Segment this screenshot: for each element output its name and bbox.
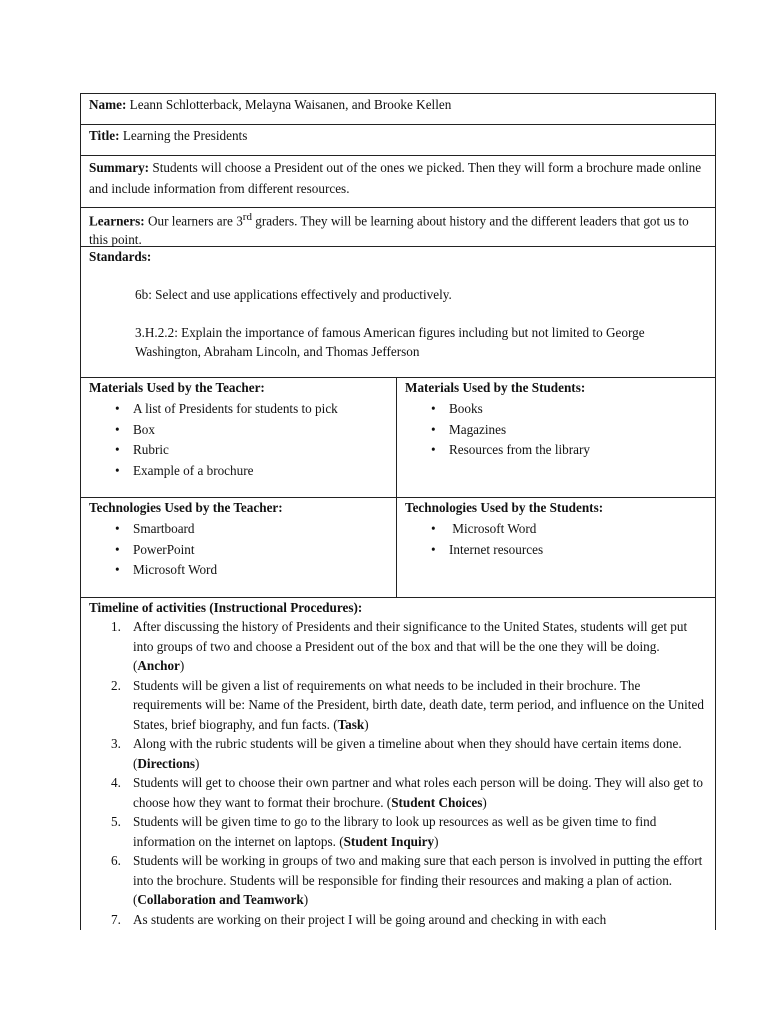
lesson-plan-table <box>80 93 716 930</box>
step-tag: Collaboration and Teamwork <box>137 892 304 907</box>
timeline-steps <box>89 617 707 929</box>
learners-superscript: rd <box>242 211 252 223</box>
teacher-tech-heading: Technologies Used by the Teacher: <box>89 500 283 515</box>
list-item: • PowerPoint <box>89 540 388 561</box>
step-text: Students will be given time to go to the library to look up resources as well as be given time to find information on the internet on laptops. ( <box>133 814 657 849</box>
list-item: • Microsoft Word <box>405 519 707 540</box>
student-tech-cell <box>397 498 715 597</box>
step-number: 4. <box>111 775 121 790</box>
step-tag: Student Inquiry <box>343 833 435 849</box>
standard-item: 3.H.2.2: Explain the importance of famous American figures including but not limited to George Washington, Abraham Lincoln, and Thomas Jefferson <box>135 325 645 359</box>
step-close: ) <box>364 716 369 732</box>
title-value: Learning the Presidents <box>122 128 248 143</box>
timeline-step <box>89 734 707 773</box>
teacher-tech-cell <box>81 498 397 597</box>
step-number: 7. <box>111 911 121 927</box>
summary-value: Students will choose a President out of the ones we picked. Then they will form a brochure made online and include information from different resources. <box>89 160 702 196</box>
timeline-step <box>89 617 707 676</box>
standard-item: 6b: Select and use applications effectively and productively. <box>135 287 452 302</box>
timeline-step <box>89 851 707 910</box>
student-tech-heading: Technologies Used by the Students: <box>405 500 604 515</box>
student-materials-cell <box>397 378 715 497</box>
step-tag: Task <box>337 716 365 732</box>
list-item: • A list of Presidents for students to pick <box>89 399 388 420</box>
list-item: • Books <box>405 399 707 420</box>
step-close: ) <box>179 658 185 673</box>
timeline-step <box>89 910 707 930</box>
step-number: 2. <box>111 677 121 693</box>
step-text: Students will be working in groups of two and making sure that each person is involved in putting the effort into the brochure. Students will be responsible for finding their resources and making a plan of action. ( <box>133 853 703 907</box>
timeline-step <box>89 676 707 735</box>
teacher-tech-list <box>89 519 388 581</box>
title-row <box>81 125 715 156</box>
step-text: After discussing the history of Presidents and their significance to the United States, students will get put into groups of two and choose a President out of the box and that will be the one they will be doing. ( <box>133 619 688 673</box>
list-item: • Rubric <box>89 440 388 461</box>
step-number: 6. <box>111 853 121 868</box>
summary-label: Summary: <box>89 160 150 175</box>
student-materials-list <box>405 399 707 461</box>
learners-text-end: graders. They will be learning about history and the different leaders that got us to this point. <box>89 213 689 248</box>
list-item: • Internet resources <box>405 540 707 561</box>
name-value: Leann Schlotterback, Melayna Waisanen, and Brooke Kellen <box>129 97 452 112</box>
title-label: Title: <box>89 128 120 143</box>
list-item: • Example of a brochure <box>89 461 388 482</box>
step-text: Students will be given a list of requirements on what needs to be included in their brochure. The requirements will be: Name of the President, birth date, death date, term period, and influence on the United States, brief biography, and fun facts. ( <box>133 677 704 732</box>
teacher-materials-cell <box>81 378 397 497</box>
standards-label: Standards: <box>89 249 152 264</box>
learners-row <box>81 208 715 247</box>
step-text: Along with the rubric students will be given a timeline about when they should have certain items done. ( <box>133 736 682 771</box>
step-close: ) <box>303 892 309 907</box>
step-text: Students will get to choose their own partner and what roles each person will be doing. They will also get to choose how they want to format their brochure. ( <box>133 775 703 810</box>
name-label: Name: <box>89 97 127 112</box>
student-materials-heading: Materials Used by the Students: <box>405 380 586 395</box>
step-text: As students are working on their project I will be going around and checking in with each <box>133 911 607 927</box>
timeline-step <box>89 812 707 851</box>
step-close: ) <box>434 833 439 849</box>
step-tag: Directions <box>137 755 196 771</box>
learners-text-start: Our learners are 3 <box>147 213 243 229</box>
list-item: • Box <box>89 420 388 441</box>
learners-label: Learners: <box>89 213 145 229</box>
list-item: • Resources from the library <box>405 440 707 461</box>
timeline-row <box>81 598 715 929</box>
summary-row <box>81 156 715 208</box>
timeline-step <box>89 773 707 812</box>
name-row <box>81 94 715 125</box>
student-tech-list <box>405 519 707 560</box>
technologies-row <box>81 498 715 598</box>
timeline-heading: Timeline of activities (Instructional Procedures): <box>89 600 363 615</box>
standards-row <box>81 247 715 378</box>
step-tag: Student Choices <box>391 794 483 810</box>
list-item: • Magazines <box>405 420 707 441</box>
step-number: 5. <box>111 814 121 829</box>
step-number: 1. <box>111 619 121 634</box>
teacher-materials-list <box>89 399 388 481</box>
step-tag: Anchor <box>137 658 180 673</box>
teacher-materials-heading: Materials Used by the Teacher: <box>89 380 265 395</box>
list-item: • Smartboard <box>89 519 388 540</box>
step-close: ) <box>195 755 200 771</box>
materials-row <box>81 378 715 498</box>
step-number: 3. <box>111 736 121 751</box>
step-close: ) <box>482 794 487 810</box>
list-item: • Microsoft Word <box>89 560 388 581</box>
